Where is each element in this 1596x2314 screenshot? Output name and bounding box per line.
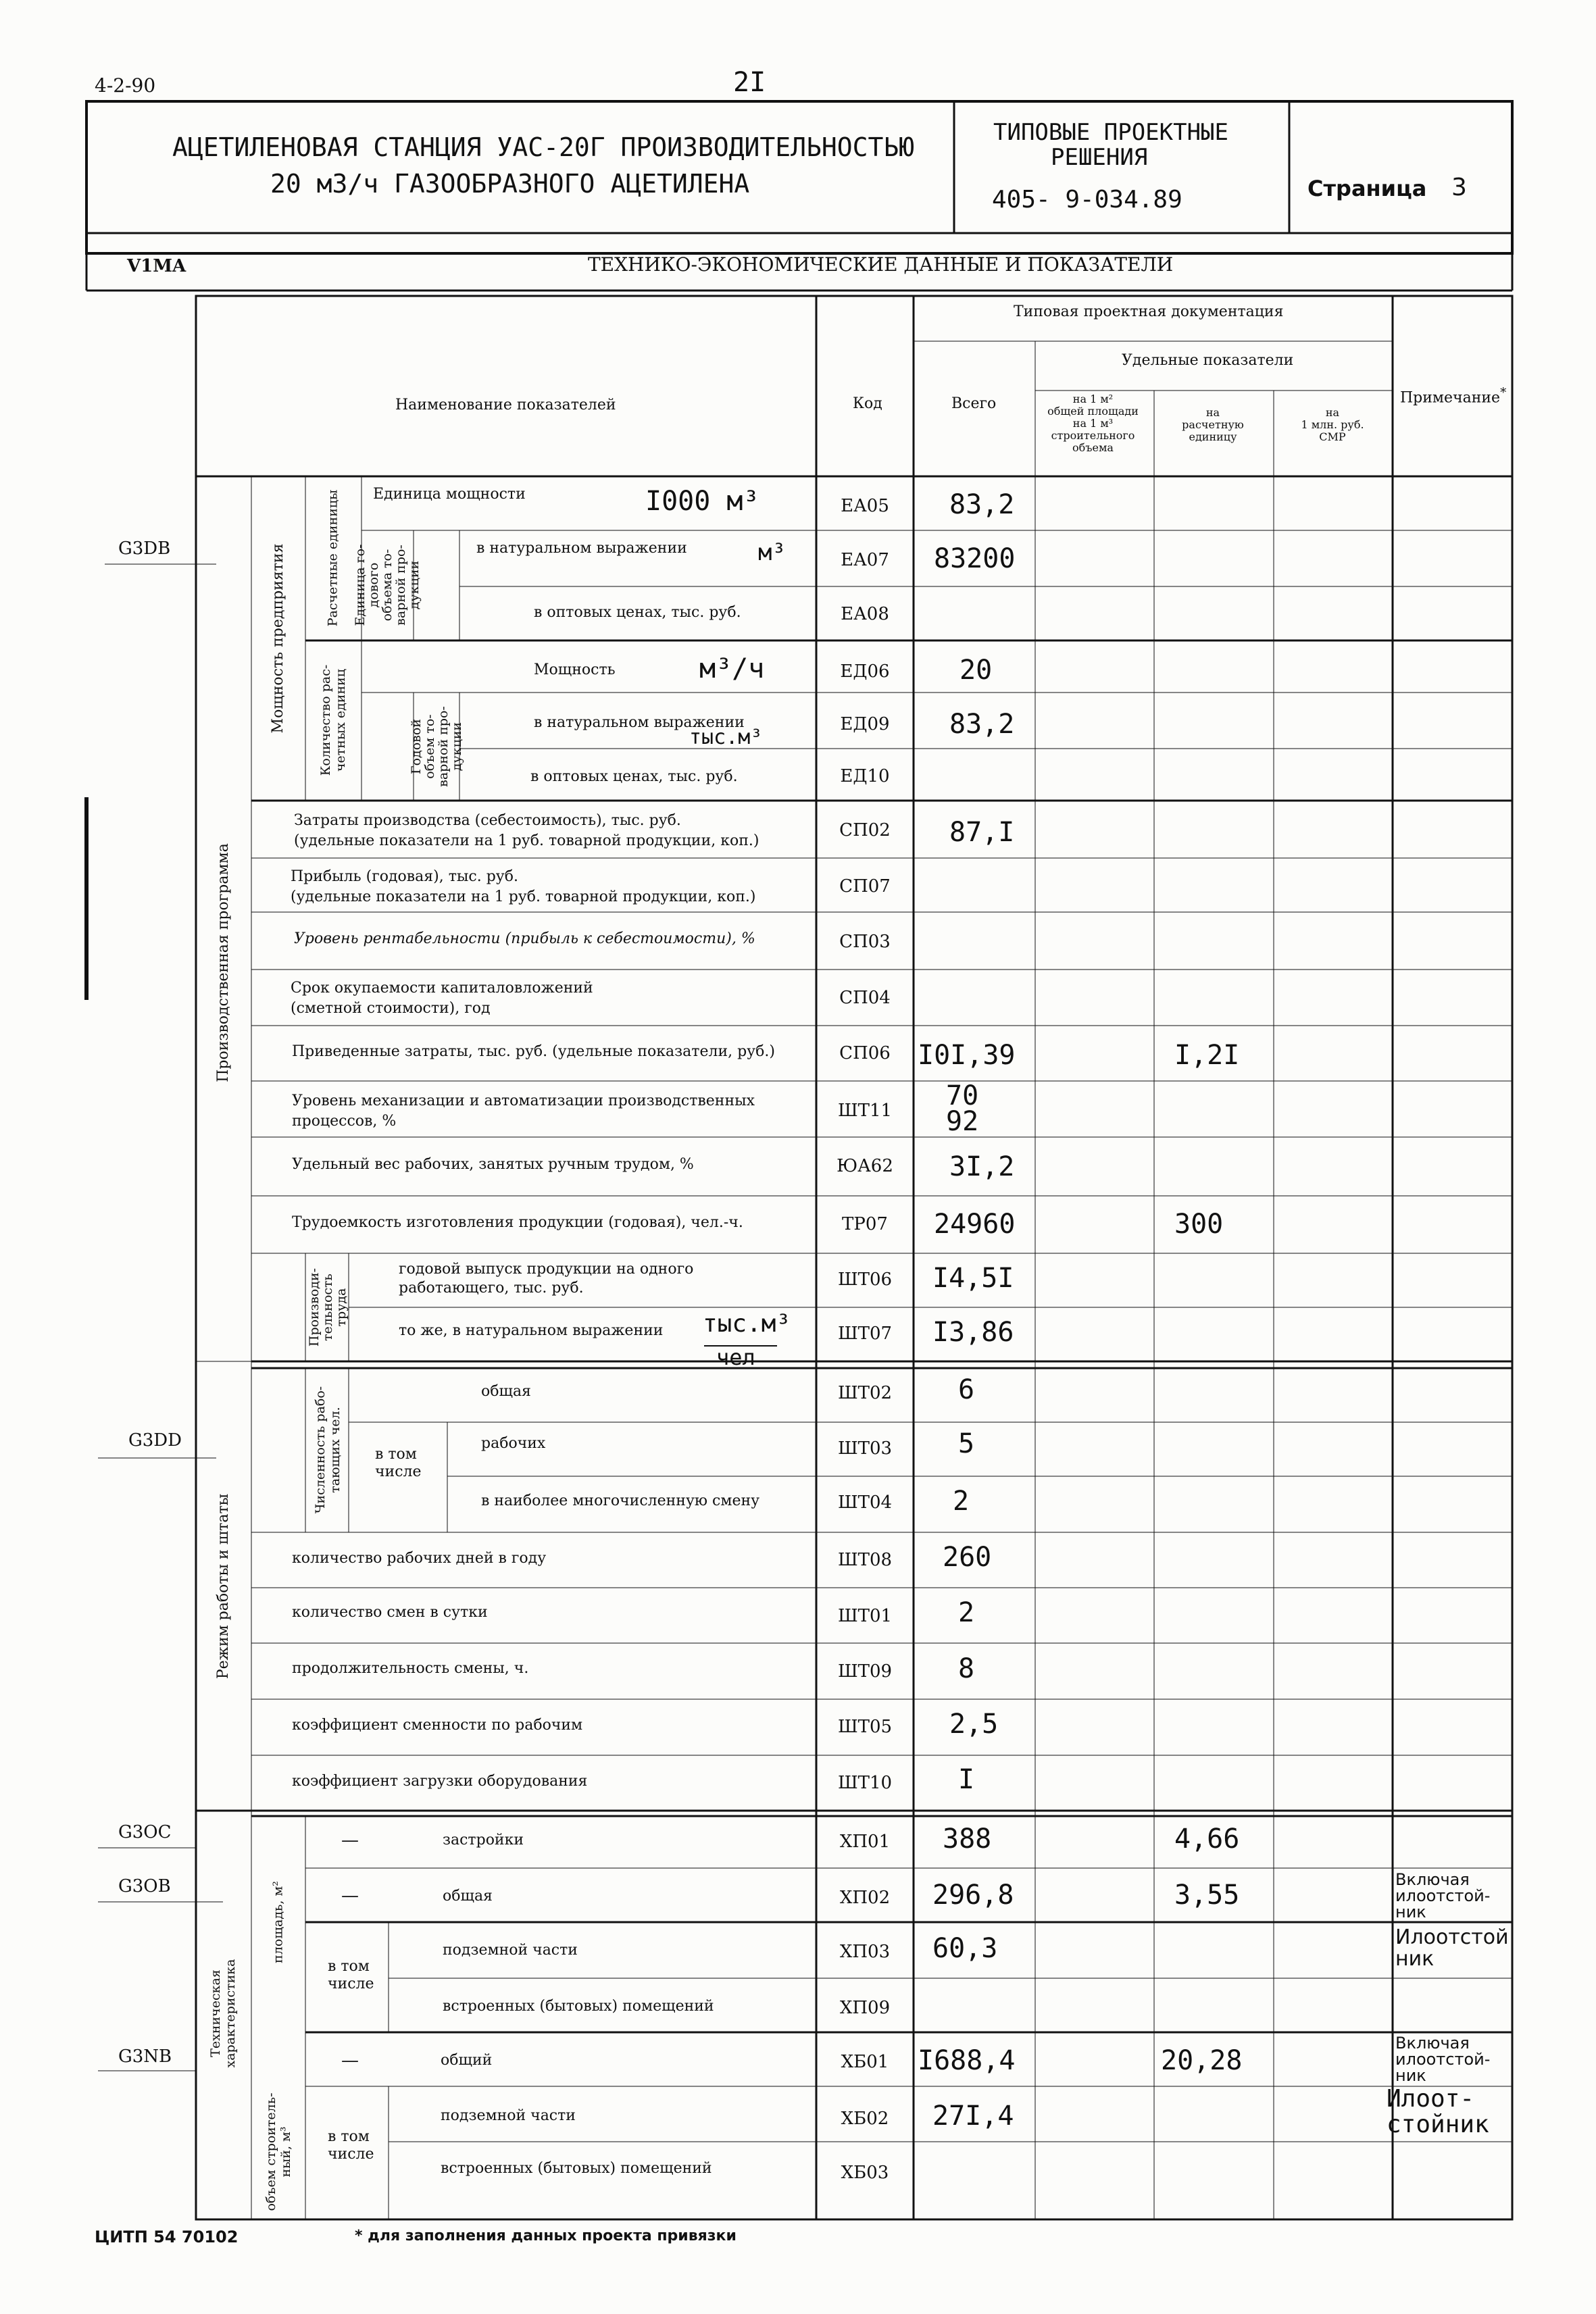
row-sp07-label: Прибыль (годовая), тыс. руб. (удельные показатели на 1 руб. товарной продукции, коп.) — [291, 868, 756, 905]
row-sht03-code: ШТ03 — [837, 1438, 893, 1459]
indicator-name-header: Наименование показателей — [395, 397, 616, 413]
row-hb02-label: подземной части — [441, 2107, 576, 2124]
row-hb02-code: ХБ02 — [841, 2109, 889, 2129]
row-sht01-code: ШТ01 — [837, 1606, 893, 1626]
row-sp06-per-unit: I,2I — [1174, 1040, 1240, 1071]
row-hp01-label: застройки — [443, 1832, 524, 1848]
row-hp01-code: ХП01 — [839, 1832, 891, 1852]
row-hp03-label: подземной части — [443, 1942, 578, 1959]
row-ed10-label: в оптовых ценах, тыс. руб. — [530, 768, 738, 785]
row-ua62-label: Удельный вес рабочих, занятых ручным трудом, % — [292, 1156, 694, 1173]
work-regime-label: Режим работы и штаты — [214, 1493, 232, 1680]
row-ed10-code: ЕД10 — [840, 766, 890, 786]
row-hp03-total: 60,3 — [932, 1933, 998, 1964]
row-sht04-code: ШТ04 — [837, 1492, 893, 1513]
row-hb01-note: Включая илоотстой- ник — [1395, 2034, 1491, 2085]
row-ea07-total: 83200 — [934, 543, 1016, 574]
section-marker: V1MA — [127, 256, 186, 276]
row-tr07-total: 24960 — [934, 1209, 1016, 1240]
row-sp02-code: СП02 — [839, 820, 891, 840]
row-hp02-label: общая — [443, 1888, 493, 1905]
row-ed09-total: 83,2 — [949, 709, 1015, 740]
row-hp03-note: Илоотстой ник — [1395, 1926, 1509, 1971]
page-value: 3 — [1451, 174, 1467, 201]
row-tr07-per-unit: 300 — [1174, 1209, 1224, 1240]
row-hp02-dash: — — [341, 1886, 359, 1906]
calc-units-label: Расчетные единицы — [325, 489, 341, 627]
row-hp02-note: Включая илоотстой- ник — [1395, 1870, 1491, 1921]
row-sht06-total: I4,5I — [932, 1263, 1014, 1294]
row-sht06-code: ШТ06 — [837, 1269, 893, 1290]
row-hb01-per-unit: 20,28 — [1161, 2045, 1243, 2076]
row-sht09-label: продолжительность смены, ч. — [292, 1660, 529, 1677]
productivity-label: Производи- тельность труда — [307, 1267, 349, 1347]
area-label: площадь, м² — [270, 1881, 286, 1963]
per-mln-header: на 1 млн. руб. СМР — [1301, 406, 1364, 443]
row-sht02-label: общая — [481, 1383, 531, 1400]
including-label-volume: в том числе — [328, 2128, 374, 2163]
row-sht08-total: 260 — [943, 1542, 992, 1573]
row-sp06-total: I0I,39 — [918, 1040, 1016, 1071]
typical-solutions-line-1: ТИПОВЫЕ ПРОЕКТНЫЕ — [993, 119, 1228, 146]
row-sht07-code: ШТ07 — [837, 1324, 893, 1344]
row-sht07-unit-denominator: чел — [716, 1344, 755, 1370]
row-sht05-label: коэффициент сменности по рабочим — [292, 1717, 583, 1734]
row-sht10-code: ШТ10 — [837, 1773, 893, 1793]
row-hp02-per-unit: 3,55 — [1174, 1880, 1240, 1911]
row-sht05-total: 2,5 — [949, 1709, 999, 1740]
row-sp03-label: Уровень рентабельности (прибыль к себестоимости), % — [294, 930, 755, 947]
row-hp01-dash: — — [341, 1830, 359, 1851]
row-ea07-code: ЕА07 — [841, 550, 889, 570]
row-hp09-label: встроенных (бытовых) помещений — [443, 1998, 714, 2015]
row-hp01-per-unit: 4,66 — [1174, 1823, 1240, 1855]
document-title-line-2: 20 м3/ч ГАЗООБРАЗНОГО АЦЕТИЛЕНА — [270, 169, 750, 199]
headcount-label: Численность рабо- тающих чел. — [313, 1386, 343, 1514]
tech-characteristics-label: Техническая характеристика — [208, 1959, 238, 2068]
typical-docs-header: Типовая проектная документация — [1014, 303, 1284, 320]
project-code: 405- 9-034.89 — [992, 186, 1182, 213]
page-label: Страница — [1307, 176, 1427, 201]
row-ea05-unit: I000 м³ — [645, 486, 759, 517]
row-ea08-code: ЕА08 — [841, 604, 889, 624]
row-sht01-label: количество смен в сутки — [292, 1604, 488, 1621]
row-hb01-code: ХБ01 — [841, 2052, 889, 2072]
row-sht10-total: I — [958, 1764, 975, 1795]
row-hb03-code: ХБ03 — [841, 2163, 889, 2183]
row-sht01-total: 2 — [958, 1597, 975, 1628]
row-ed06-label: Мощность — [534, 661, 616, 678]
footer-stamp: ЦИТП 54 70102 — [95, 2228, 239, 2246]
row-sp02-label: Затраты производства (себестоимость), тыс. руб. (удельные показатели на 1 руб. товарной продукции, коп.) — [294, 812, 759, 849]
capacity-label: Мощность предприятия — [269, 543, 286, 734]
row-hp03-code: ХП03 — [839, 1942, 891, 1962]
row-sht02-total: 6 — [958, 1374, 975, 1405]
row-sht07-total: I3,86 — [932, 1317, 1014, 1348]
row-ed06-unit: м³/ч — [699, 653, 765, 684]
row-sht10-label: коэффициент загрузки оборудования — [292, 1773, 588, 1790]
row-sht03-label: рабочих — [481, 1435, 546, 1452]
row-sht08-label: количество рабочих дней в году — [292, 1550, 547, 1567]
row-sp06-code: СП06 — [839, 1043, 891, 1063]
row-sp07-code: СП07 — [839, 876, 891, 897]
row-sht09-total: 8 — [958, 1653, 975, 1684]
row-sp04-label: Срок окупаемости капиталовложений (сметной стоимости), год — [291, 980, 593, 1017]
per-unit-header: на расчетную единицу — [1182, 406, 1244, 443]
row-sht07-label: то же, в натуральном выражении — [399, 1322, 664, 1339]
production-program-label: Производственная программа — [214, 843, 232, 1082]
row-hp02-total: 296,8 — [932, 1880, 1014, 1911]
row-sht05-code: ШТ05 — [837, 1717, 893, 1737]
section-title: ТЕХНИКО-ЭКОНОМИЧЕСКИЕ ДАННЫЕ И ПОКАЗАТЕЛИ — [588, 253, 1174, 276]
specific-indicators-header: Удельные показатели — [1122, 352, 1294, 369]
row-ea08-label: в оптовых ценах, тыс. руб. — [534, 604, 741, 621]
row-ua62-total: 3I,2 — [949, 1151, 1015, 1182]
row-ea05-total: 83,2 — [949, 489, 1015, 520]
row-ea05-code: ЕА05 — [841, 496, 889, 516]
row-hb02-total: 27I,4 — [932, 2101, 1014, 2132]
row-hp01-total: 388 — [943, 1823, 992, 1855]
marker-g3oc: G3OC — [118, 1822, 172, 1842]
row-ea07-unit: м³ — [758, 539, 786, 566]
page-number: 2I — [733, 67, 766, 98]
row-hb01-dash: — — [341, 2051, 359, 2071]
marker-g3dd: G3DD — [128, 1430, 182, 1451]
volume-label: объем строитель- ный, м³ — [264, 2092, 293, 2211]
including-label-area: в том числе — [328, 1958, 374, 1992]
row-sht06-label: годовой выпуск продукции на одного работающего, тыс. руб. — [399, 1261, 694, 1297]
row-ea07-label: в натуральном выражении — [476, 540, 687, 557]
row-sht07-unit-numerator: тыс.м³ — [703, 1310, 791, 1338]
row-sp03-code: СП03 — [839, 932, 891, 952]
count-units-label: Количество рас- четных единиц — [318, 664, 348, 776]
row-sht11-total: 70 92 — [946, 1080, 979, 1137]
row-ed09-code: ЕД09 — [840, 714, 890, 734]
annual-volume-label: Годовой объем то- варной про- дукции — [409, 706, 464, 787]
marker-g3nb: G3NB — [118, 2046, 172, 2067]
row-hp02-code: ХП02 — [839, 1888, 891, 1908]
per-area-header: на 1 м² общей площади на 1 м³ строительного объема — [1047, 393, 1139, 454]
row-sht11-label: Уровень механизации и автоматизации производственных процессов, % — [292, 1092, 755, 1130]
row-sht02-code: ШТ02 — [837, 1383, 893, 1403]
row-sht08-code: ШТ08 — [837, 1550, 893, 1570]
row-sht03-total: 5 — [958, 1428, 975, 1459]
note-header: Примечание* — [1400, 386, 1507, 407]
row-hb03-label: встроенных (бытовых) помещений — [441, 2160, 712, 2177]
row-tr07-label: Трудоемкость изготовления продукции (годовая), чел.-ч. — [292, 1214, 743, 1231]
row-sht04-label: в наиболее многочисленную смену — [481, 1492, 760, 1509]
row-tr07-code: ТР07 — [842, 1214, 888, 1234]
row-ed06-code: ЕД06 — [840, 661, 890, 682]
marker-g3ob: G3OB — [118, 1876, 171, 1896]
document-number: 4-2-90 — [95, 74, 156, 97]
row-sp04-code: СП04 — [839, 988, 891, 1008]
row-hb01-total: I688,4 — [918, 2045, 1016, 2076]
row-sht11-code: ШТ11 — [837, 1101, 893, 1121]
row-ea05-label: Единица мощности — [373, 486, 526, 503]
row-sht09-code: ШТ09 — [837, 1661, 893, 1682]
row-ed09-label: в натуральном выражении — [534, 714, 745, 731]
row-hb02-note: Илоот- стойник — [1387, 2085, 1489, 2138]
including-label-headcount: в том числе — [375, 1446, 422, 1480]
footer-footnote: * для заполнения данных проекта привязки — [355, 2228, 737, 2244]
typical-solutions-line-2: РЕШЕНИЯ — [1051, 144, 1148, 171]
row-sp06-label: Приведенные затраты, тыс. руб. (удельные показатели, руб.) — [292, 1043, 775, 1060]
row-hb01-label: общий — [441, 2052, 493, 2069]
annual-output-unit-label: Единица го- дового объема то- варной про- дукции — [353, 544, 422, 626]
document-title-line-1: АЦЕТИЛЕНОВАЯ СТАНЦИЯ УАС-20Г ПРОИЗВОДИТЕЛЬНОСТЬЮ — [172, 132, 915, 162]
total-header: Всего — [951, 395, 997, 412]
row-ua62-code: ЮА62 — [837, 1156, 893, 1176]
row-ed06-total: 20 — [959, 655, 993, 686]
row-hp09-code: ХП09 — [839, 1998, 891, 2018]
code-header: Код — [853, 395, 882, 412]
row-sp02-total: 87,I — [949, 817, 1015, 848]
row-sht04-total: 2 — [953, 1486, 970, 1517]
marker-g3db: G3DB — [118, 538, 171, 559]
row-ed09-unit: тыс.м³ — [689, 726, 763, 749]
